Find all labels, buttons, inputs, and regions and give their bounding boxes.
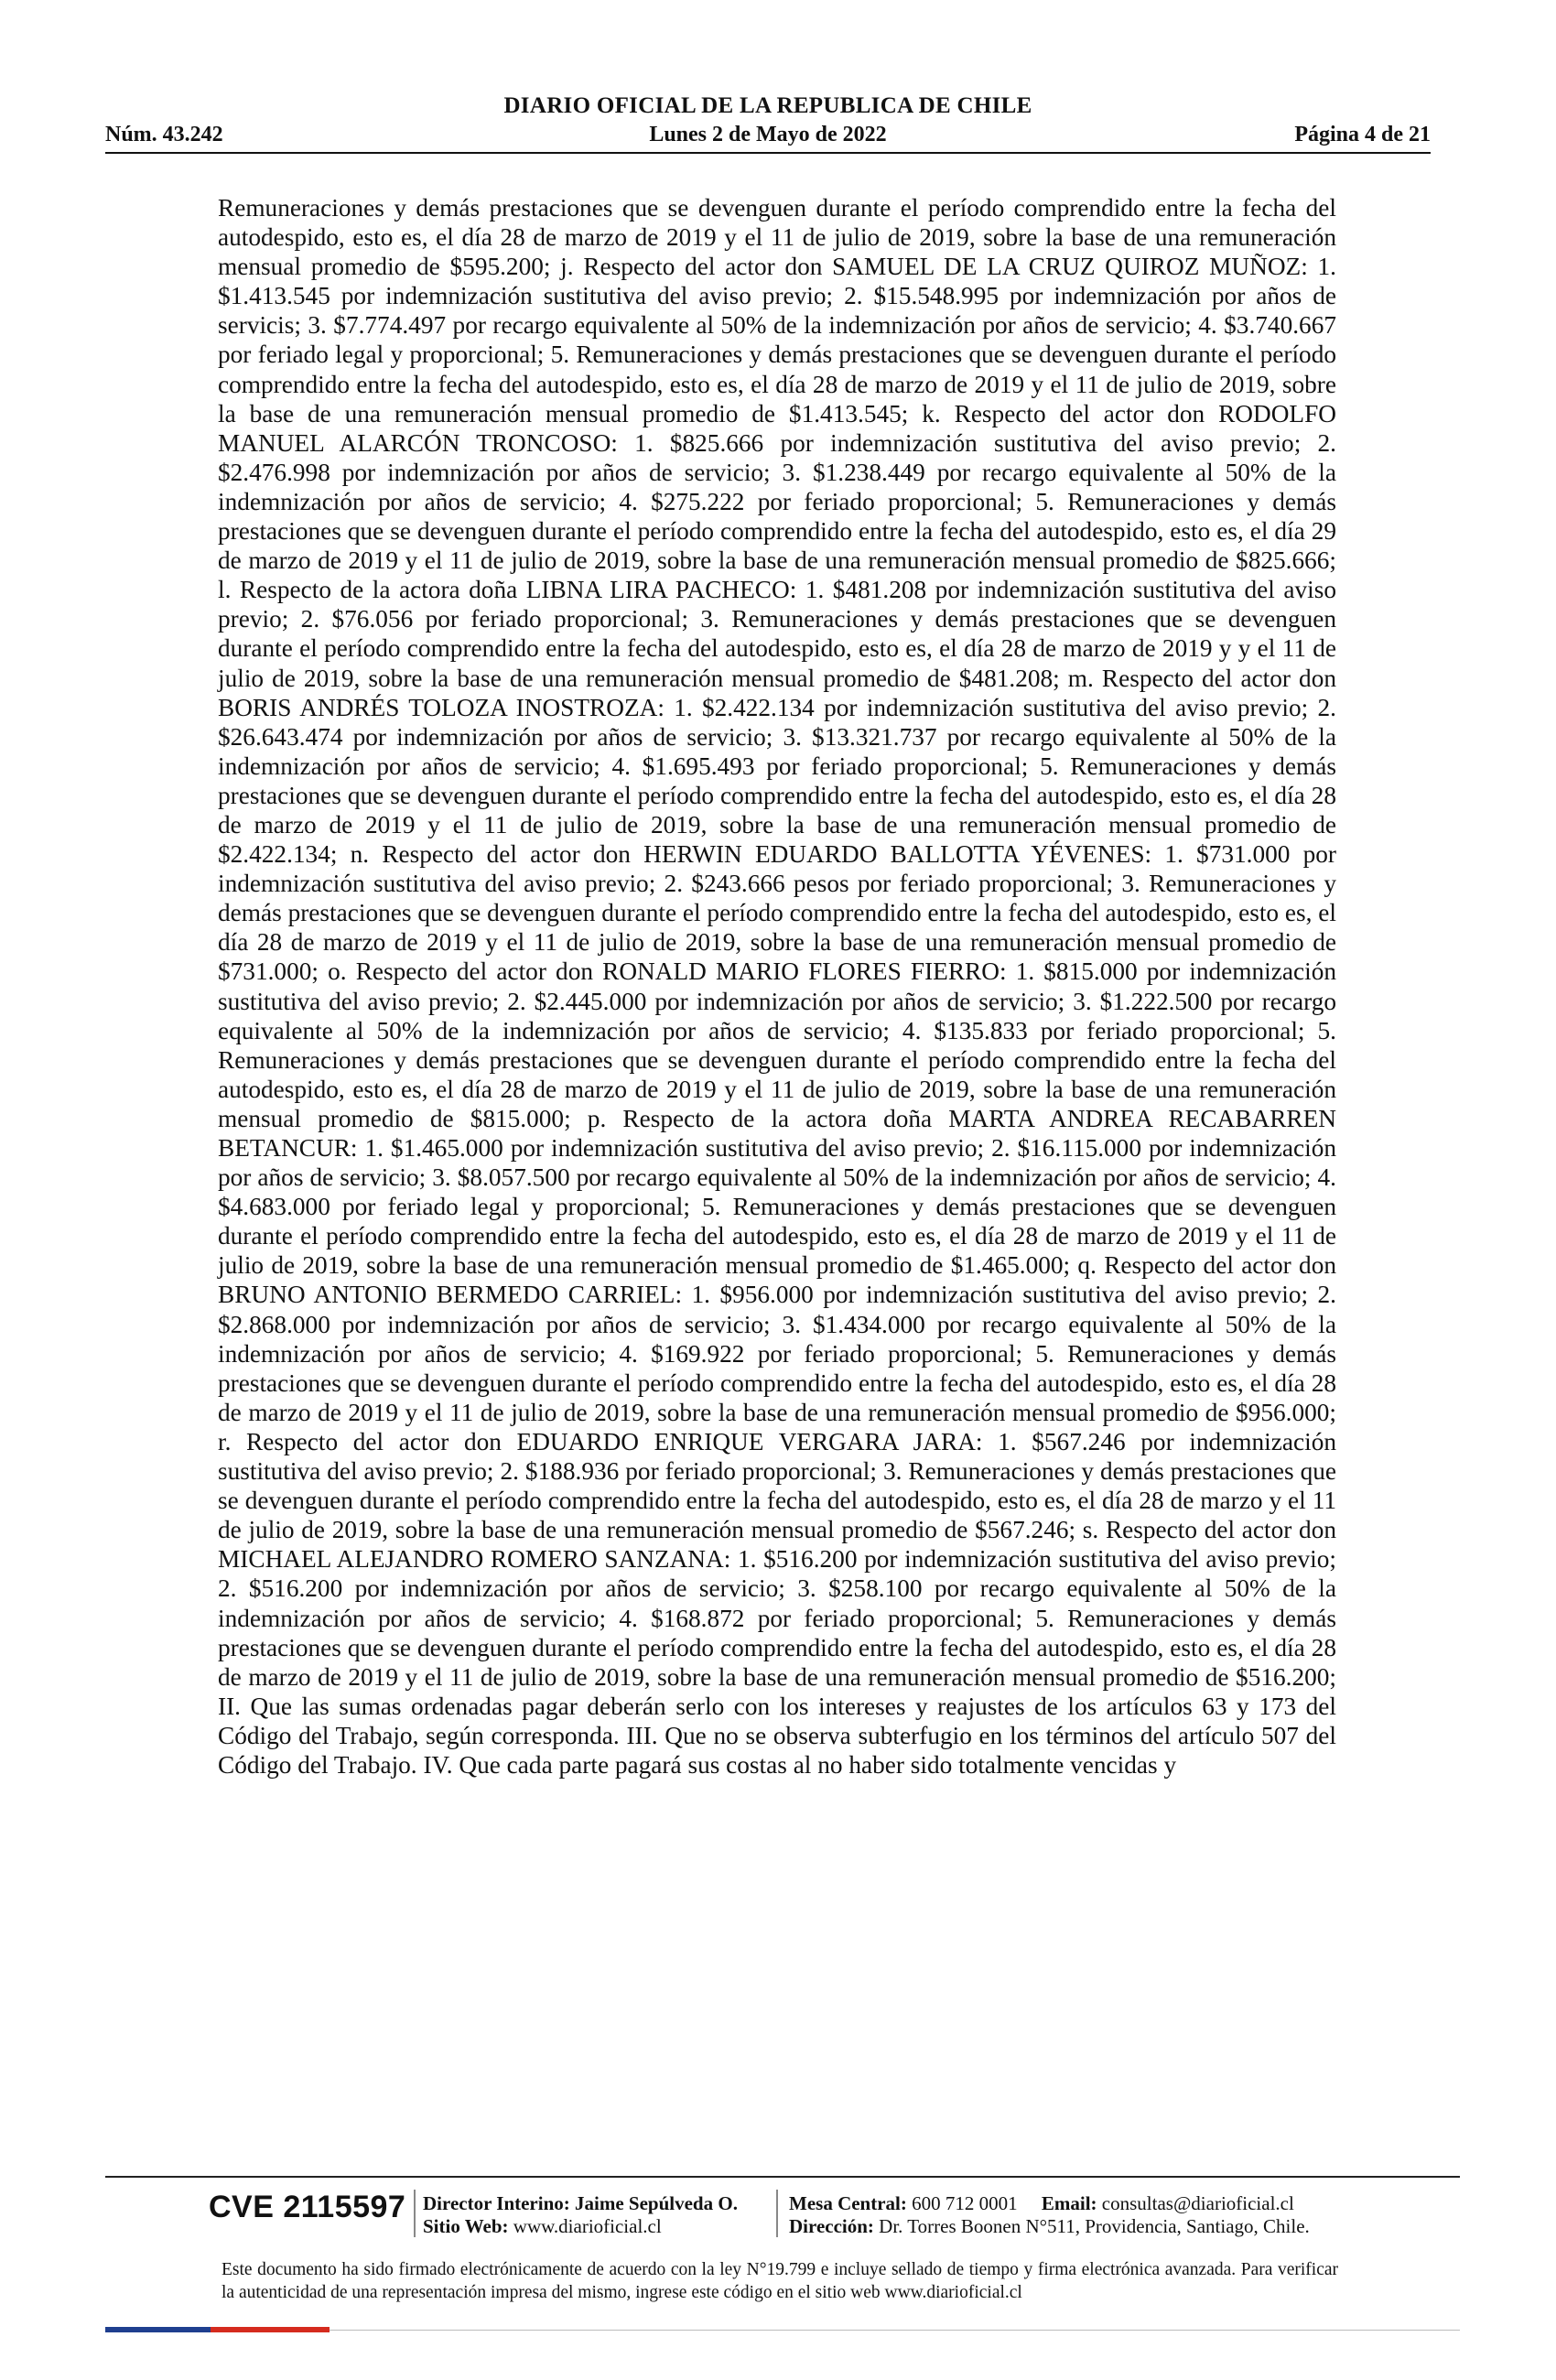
footer-bottom-line — [330, 2330, 1460, 2331]
issue-number: Núm. 43.242 — [105, 123, 223, 146]
footer-separator — [414, 2190, 416, 2237]
website-label: Sitio Web: — [423, 2215, 509, 2237]
phone-number: 600 712 0001 — [912, 2192, 1018, 2214]
footer-contact-block — [789, 2192, 1310, 2238]
email-link[interactable]: consultas@diarioficial.cl — [1101, 2192, 1294, 2214]
footer-director-block — [423, 2192, 738, 2238]
email-label: Email: — [1041, 2192, 1097, 2214]
director-name: Jaime Sepúlveda O. — [575, 2192, 738, 2214]
header-divider — [105, 152, 1431, 154]
masthead-title: DIARIO OFICIAL DE LA REPUBLICA DE CHILE — [503, 93, 1032, 118]
chile-flag-stripe — [105, 2327, 330, 2332]
website-link[interactable]: www.diarioficial.cl — [513, 2215, 662, 2237]
footer-divider — [105, 2176, 1460, 2178]
legal-notice: Este documento ha sido firmado electrónicamente de acuerdo con la ley N°19.799 e incluye sellado de tiempo y firma electrónica avanzada. Para verificar la autenticidad de una representación impresa del mismo, ingrese este código en el sitio web www.diarioficial.cl — [222, 2260, 1338, 2302]
cve-code: CVE 2115597 — [209, 2190, 406, 2224]
body-text: Remuneraciones y demás prestaciones que se devenguen durante el período comprendido entre la fecha del autodespido, esto es, el día 28 de marzo de 2019 y el 11 de julio de 2019, sobre la base de una remuneración mensual promedio de $595.200; j. Respecto del actor don SAMUEL DE LA CRUZ QUIROZ MUÑOZ: 1. $1.413.545 por indemnización sustitutiva del aviso previo; 2. $15.548.995 por indemnización por años de servicis; 3. $7.774.497 por recargo equivalente al 50% de la indemnización por años de servicio; 4. $3.740.667 por feriado legal y proporcional; 5. Remuneraciones y demás prestaciones que se devenguen durante el período comprendido entre la fecha del autodespido, esto es, el día 28 de marzo de 2019 y el 11 de julio de 2019, sobre la base de una remuneración mensual promedio de $1.413.545; k. Respecto del actor don RODOLFO MANUEL ALARCÓN TRONCOSO: 1. $825.666 por indemnización sustitutiva del aviso previo; 2. $2.476.998 por indemnización por años de servicio; 3. $1.238.449 por recargo equivalente al 50% de la indemnización por años de servicio; 4. $275.222 por feriado proporcional; 5. Remuneraciones y demás prestaciones que se devenguen durante el período comprendido entre la fecha del autodespido, esto es, el día 29 de marzo de 2019 y el 11 de julio de 2019, sobre la base de una remuneración mensual promedio de $825.666; l. Respecto de la actora doña LIBNA LIRA PACHECO: 1. $481.208 por indemnización sustitutiva del aviso previo; 2. $76.056 por feriado proporcional; 3. Remuneraciones y demás prestaciones que se devenguen durante el período comprendido entre la fecha del autodespido, esto es, el día 28 de marzo de 2019 y y el 11 de julio de 2019, sobre la base de una remuneración mensual promedio de $481.208; m. Respecto del actor don BORIS ANDRÉS TOLOZA INOSTROZA: 1. $2.422.134 por indemnización sustitutiva del aviso previo; 2. $26.643.474 por indemnización por años de servicio; 3. $13.321.737 por recargo equivalente al 50% de la indemnización por años de servicio; 4. $1.695.493 por feriado proporcional; 5. Remuneraciones y demás prestaciones que se devenguen durante el período comprendido entre la fecha del autodespido, esto es, el día 28 de marzo de 2019 y el 11 de julio de 2019, sobre la base de una remuneración mensual promedio de $2.422.134; n. Respecto del actor don HERWIN EDUARDO BALLOTTA YÉVENES: 1. $731.000 por indemnización sustitutiva del aviso previo; 2. $243.666 pesos por feriado proporcional; 3. Remuneraciones y demás prestaciones que se devenguen durante el período comprendido entre la fecha del autodespido, esto es, el día 28 de marzo de 2019 y el 11 de julio de 2019, sobre la base de una remuneración mensual promedio de $731.000; o. Respecto del actor don RONALD MARIO FLORES FIERRO: 1. $815.000 por indemnización sustitutiva del aviso previo; 2. $2.445.000 por indemnización por años de servicio; 3. $1.222.500 por recargo equivalente al 50% de la indemnización por años de servicio; 4. $135.833 por feriado proporcional; 5. Remuneraciones y demás prestaciones que se devenguen durante el período comprendido entre la fecha del autodespido, esto es, el día 28 de marzo de 2019 y el 11 de julio de 2019, sobre la base de una remuneración mensual promedio de $815.000; p. Respecto de la actora doña MARTA ANDREA RECABARREN BETANCUR: 1. $1.465.000 por indemnización sustitutiva del aviso previo; 2. $16.115.000 por indemnización por años de servicio; 3. $8.057.500 por recargo equivalente al 50% de la indemnización por años de servicio; 4. $4.683.000 por feriado legal y proporcional; 5. Remuneraciones y demás prestaciones que se devenguen durante el período comprendido entre la fecha del autodespido, esto es, el día 28 de marzo de 2019 y el 11 de julio de 2019, sobre la base de una remuneración mensual promedio de $1.465.000; q. Respecto del actor don BRUNO ANTONIO BERMEDO CARRIEL: 1. $956.000 por indemnización sustitutiva del aviso previo; 2. $2.868.000 por indemnización por años de servicio; 3. $1.434.000 por recargo equivalente al 50% de la indemnización por años de servicio; 4. $169.922 por feriado proporcional; 5. Remuneraciones y demás prestaciones que se devenguen durante el período comprendido entre la fecha del autodespido, esto es, el día 28 de marzo de 2019 y el 11 de julio de 2019, sobre la base de una remuneración mensual promedio de $956.000; r. Respecto del actor don EDUARDO ENRIQUE VERGARA JARA: 1. $567.246 por indemnización sustitutiva del aviso previo; 2. $188.936 por feriado proporcional; 3. Remuneraciones y demás prestaciones que se devenguen durante el período comprendido entre la fecha del autodespido, esto es, el día 28 de marzo y el 11 de julio de 2019, sobre la base de una remuneración mensual promedio de $567.246; s. Respecto del actor don MICHAEL ALEJANDRO ROMERO SANZANA: 1. $516.200 por indemnización sustitutiva del aviso previo; 2. $516.200 por indemnización por años de servicio; 3. $258.100 por recargo equivalente al 50% de la indemnización por años de servicio; 4. $168.872 por feriado proporcional; 5. Remuneraciones y demás prestaciones que se devenguen durante el período comprendido entre la fecha del autodespido, esto es, el día 28 de marzo de 2019 y el 11 de julio de 2019, sobre la base de una remuneración mensual promedio de $516.200; II. Que las sumas ordenadas pagar deberán serlo con los intereses y reajustes de los artículos 63 y 173 del Código del Trabajo, según corresponda. III. Que no se observa subterfugio en los términos del artículo 507 del Código del Trabajo. IV. Que cada parte pagará sus costas al no haber sido totalmente vencidas y — [218, 194, 1336, 1779]
director-label: Director Interino: — [423, 2192, 570, 2214]
address-text: Dr. Torres Boonen N°511, Providencia, Santiago, Chile. — [879, 2215, 1310, 2237]
footer-separator — [776, 2190, 778, 2237]
address-label: Dirección: — [789, 2215, 874, 2237]
flag-blue-segment — [105, 2327, 211, 2332]
flag-red-segment — [211, 2327, 330, 2332]
phone-label: Mesa Central: — [789, 2192, 907, 2214]
issue-date: Lunes 2 de Mayo de 2022 — [649, 123, 887, 146]
page-number: Página 4 de 21 — [1294, 123, 1431, 146]
page-header — [105, 92, 1431, 154]
